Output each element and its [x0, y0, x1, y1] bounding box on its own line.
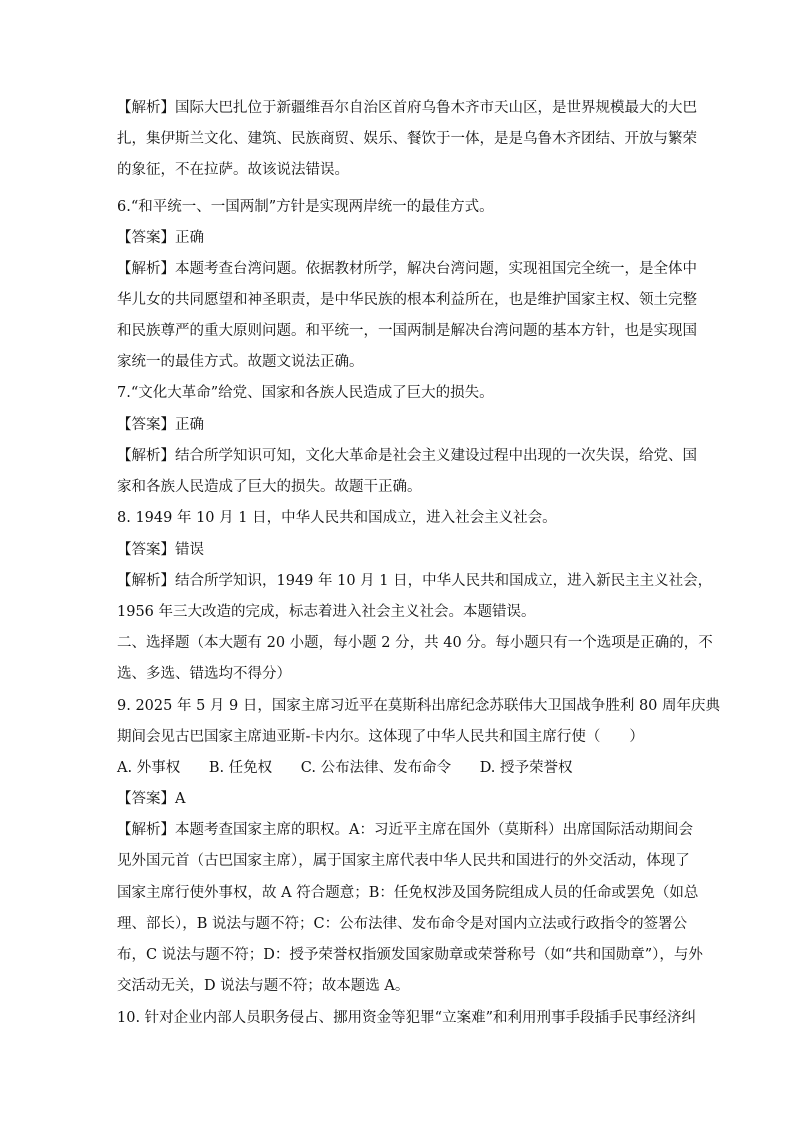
- option-d: D. 授予荣誉权: [479, 760, 573, 776]
- text-line: 布，C 说法与题不符；D：授予荣誉权指颁发国家勋章或荣誉称号（如“共和国勋章”），与外: [117, 947, 703, 963]
- text-line: 【解析】本题考查国家主席的职权。A：习近平主席在国外（莫斯科）出席国际活动期间会: [117, 822, 693, 838]
- question-9: 9. 2025 年 5 月 9 日，国家主席习近平在莫斯科出席纪念苏联伟大卫国战争胜利 80 周年庆典: [117, 698, 721, 714]
- question-10: 10. 针对企业内部人员职务侵占、挪用资金等犯罪“立案难”和利用刑事手段插手民事经济纠: [117, 1010, 696, 1026]
- answer-9: 【答案】A: [117, 791, 186, 807]
- text-line: 【解析】本题考查台湾问题。依据教材所学，解决台湾问题，实现祖国完全统一，是全体中: [117, 261, 697, 277]
- question-6: 6.“和平统一、一国两制”方针是实现两岸统一的最佳方式。: [117, 199, 494, 215]
- section-heading: 二、选择题（本大题有 20 小题，每小题 2 分，共 40 分。每小题只有一个选项是正确的，不: [117, 635, 713, 651]
- text-line: 扎，集伊斯兰文化、建筑、民族商贸、娱乐、餐饮于一体，是是乌鲁木齐团结、开放与繁荣: [117, 131, 697, 147]
- text-line: 1956 年三大改造的完成，标志着进入社会主义社会。本题错误。: [117, 604, 536, 620]
- text-line: 家和各族人民造成了巨大的损失。故题干正确。: [117, 479, 422, 495]
- answer-7: 【答案】正确: [117, 417, 204, 433]
- answer-6: 【答案】正确: [117, 230, 204, 246]
- text-line: 国家主席行使外事权，故 A 符合题意；B：任免权涉及国务院组成人员的任命或罢免（如总: [117, 885, 699, 901]
- text-line: 的象征，不在拉萨。故该说法错误。: [117, 162, 349, 178]
- option-b: B. 任免权: [208, 760, 273, 776]
- text-line: 【解析】国际大巴扎位于新疆维吾尔自治区首府乌鲁木齐市天山区，是世界规模最大的大巴: [117, 100, 697, 116]
- section-heading: 选、多选、错选均不得分）: [117, 666, 291, 682]
- text-line: 【解析】结合所学知识，1949 年 10 月 1 日，中华人民共和国成立，进入新民主主义社会，: [117, 573, 713, 589]
- text-line: 理、部长），B 说法与题不符；C：公布法律、发布命令是对国内立法或行政指令的签署公: [117, 916, 688, 932]
- text-line: 华儿女的共同愿望和神圣职责，是中华民族的根本利益所在，也是维护国家主权、领土完整: [117, 292, 697, 308]
- question-7: 7.“文化大革命”给党、国家和各族人民造成了巨大的损失。: [117, 385, 494, 401]
- question-8: 8. 1949 年 10 月 1 日，中华人民共和国成立，进入社会主义社会。: [117, 510, 557, 526]
- answer-8: 【答案】错误: [117, 542, 204, 558]
- options-9: [117, 758, 597, 778]
- text-line: 见外国元首（古巴国家主席），属于国家主席代表中华人民共和国进行的外交活动，体现了: [117, 853, 690, 869]
- question-9: 期间会见古巴国家主席迪亚斯-卡内尔。这体现了中华人民共和国主席行使（ ）: [117, 729, 644, 745]
- text-line: 【解析】结合所学知识可知，文化大革命是社会主义建设过程中出现的一次失误，给党、国: [117, 448, 697, 464]
- option-c: C. 公布法律、发布命令: [300, 760, 452, 776]
- text-line: 交活动无关，D 说法与题不符；故本题选 A。: [117, 978, 410, 994]
- text-line: 和民族尊严的重大原则问题。和平统一，一国两制是解决台湾问题的基本方针，也是实现国: [117, 323, 697, 339]
- option-a: A. 外事权: [117, 760, 181, 776]
- text-line: 家统一的最佳方式。故题文说法正确。: [117, 354, 364, 370]
